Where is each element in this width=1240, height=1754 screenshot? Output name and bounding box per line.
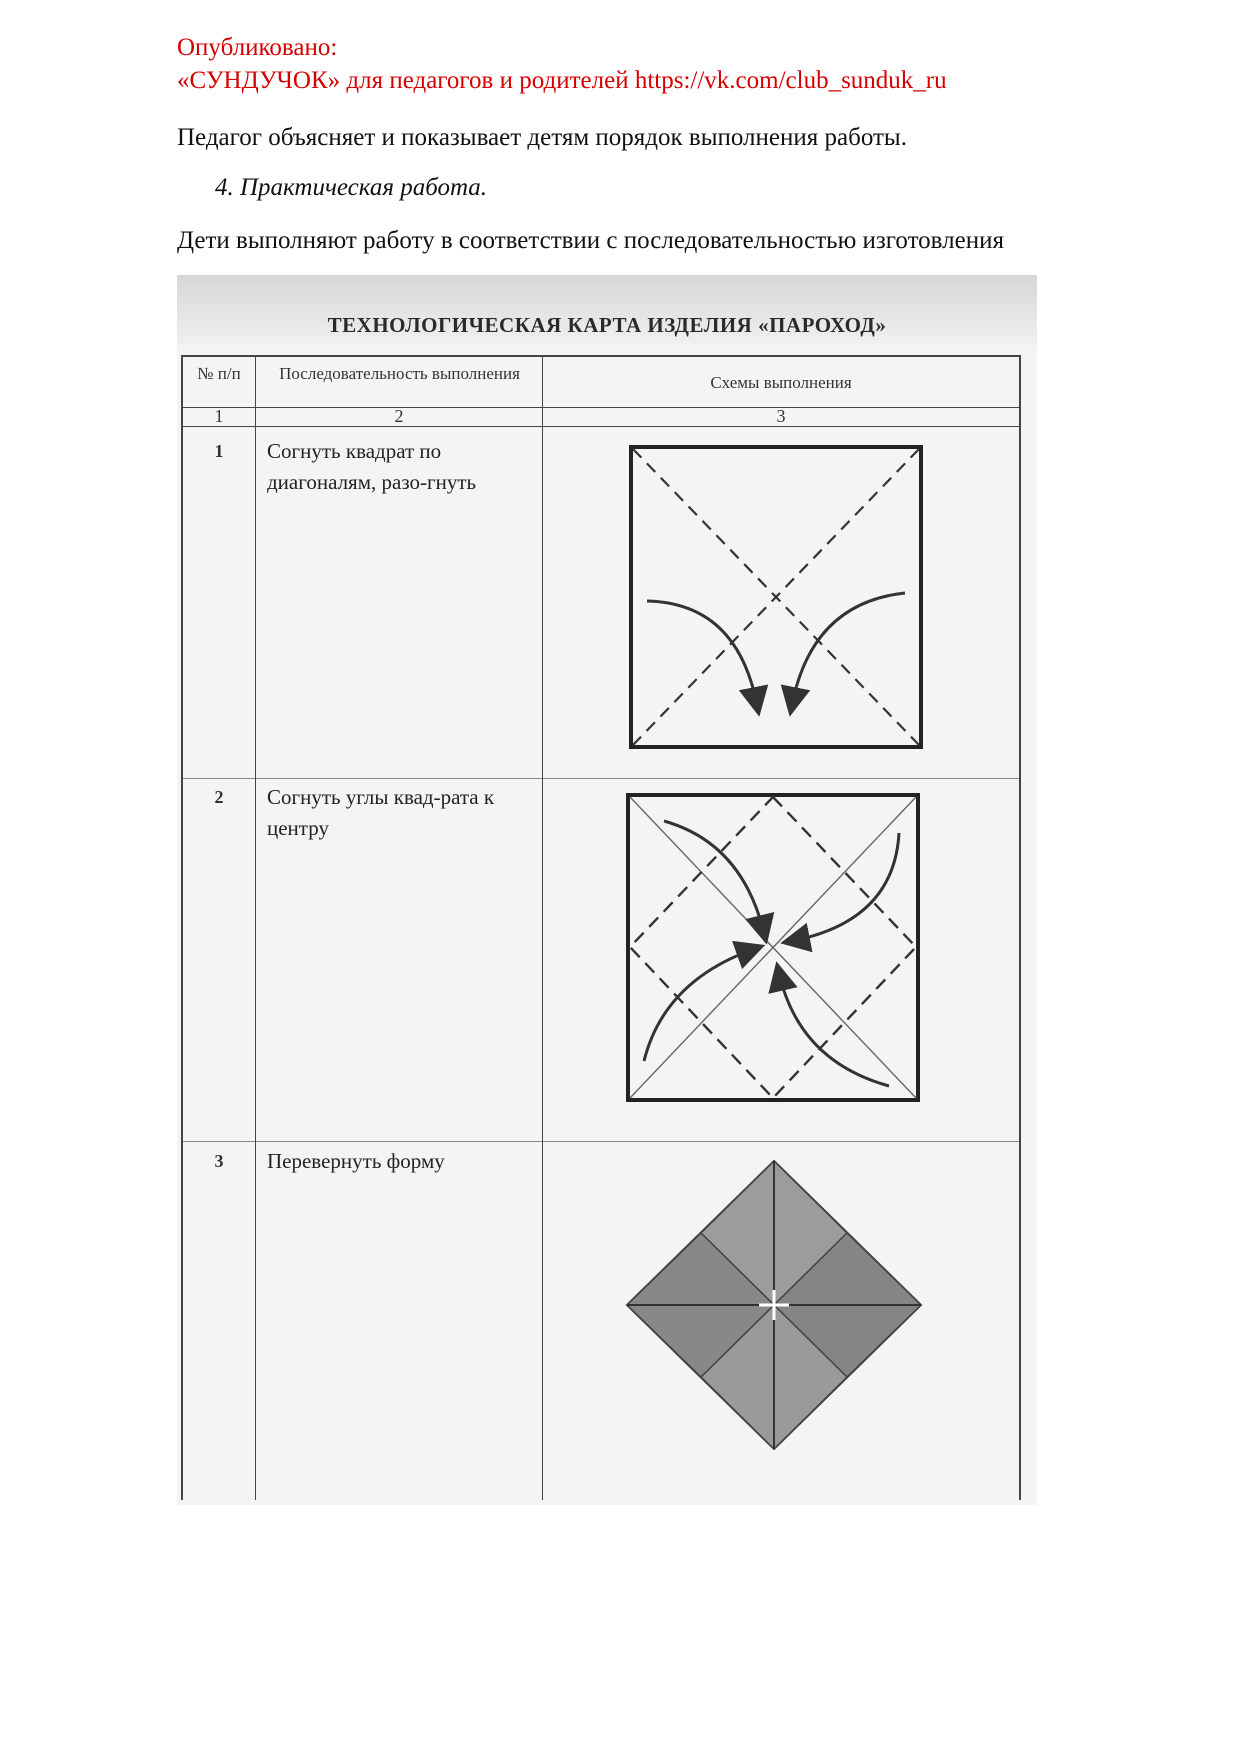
step-text: Согнуть углы квад-рата к центру xyxy=(267,785,495,840)
flipped-form-diagram xyxy=(619,1155,929,1455)
col-number-1: 1 xyxy=(214,406,224,426)
step-text: Перевернуть форму xyxy=(267,1149,445,1173)
row-number: 2 xyxy=(214,787,224,807)
col-number-2: 2 xyxy=(394,406,404,426)
paragraph-explanation: Педагог объясняет и показывает детям порядок выполнения работы. xyxy=(177,124,907,151)
table-top-border xyxy=(181,355,1021,357)
published-source: «СУНДУЧОК» для педагогов и родителей https://vk.com/club_sunduk_ru xyxy=(177,67,947,94)
table-left-border xyxy=(181,355,183,1500)
row-number: 3 xyxy=(214,1151,224,1171)
item-practical-work: 4. Практическая работа. xyxy=(215,174,488,201)
diagonal-fold-diagram xyxy=(627,443,927,753)
table-right-border xyxy=(1019,355,1021,1500)
corners-to-center-diagram xyxy=(624,791,924,1111)
row-number: 1 xyxy=(214,441,224,461)
col-header-schemes: Схемы выполнения xyxy=(710,373,852,392)
tech-map-title: ТЕХНОЛОГИЧЕСКАЯ КАРТА ИЗДЕЛИЯ «ПАРОХОД» xyxy=(327,313,887,337)
scanned-tech-map xyxy=(177,275,1037,1505)
col-header-number: № п/п xyxy=(197,364,241,383)
col-number-3: 3 xyxy=(776,406,786,426)
row1-divider xyxy=(181,778,1021,779)
col-header-sequence: Последовательность выполнения xyxy=(279,364,520,383)
row2-divider xyxy=(181,1141,1021,1142)
paragraph-children-work: Дети выполняют работу в соответствии с последовательностью изготовления xyxy=(177,227,1004,254)
published-label: Опубликовано: xyxy=(177,34,338,61)
step-text: Согнуть квадрат по диагоналям, разо-гнуть xyxy=(267,439,477,494)
col1-divider xyxy=(255,355,256,1500)
col2-divider xyxy=(542,355,543,1500)
